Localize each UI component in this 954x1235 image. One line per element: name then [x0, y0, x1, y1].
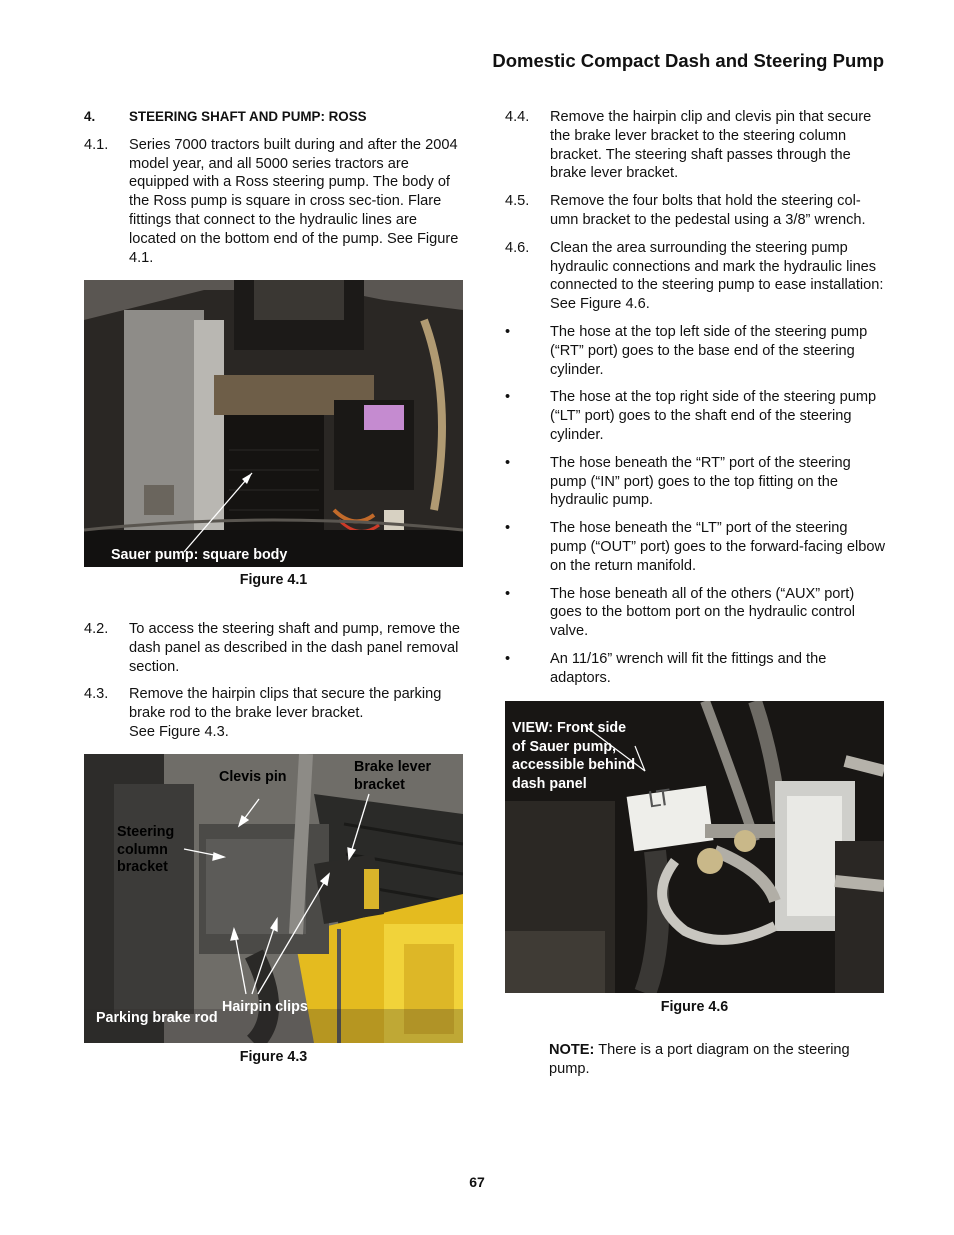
bullet-text: An 11/16” wrench will fit the fittings and the adaptors. [550, 650, 827, 686]
step-number: 4.4. [505, 109, 530, 125]
bullet-text: The hose at the top right side of the steering pump (“LT” port) goes to the shaft end of the steering cylinder. [550, 389, 877, 443]
left-column-lower [84, 620, 466, 751]
bullet-glyph: • [505, 585, 511, 602]
step-number: 4.3. [84, 686, 109, 703]
step-text: Remove the hairpin clip and clevis pin that secure the brake lever bracket to the steering column bracket. The steering shaft passes through the brake lever bracket. [550, 109, 872, 182]
figure-4-1-photo [84, 280, 463, 567]
figure-4-3-caption: Figure 4.3 [239, 1049, 308, 1065]
step-number: 4.5. [505, 193, 530, 210]
step-text: Remove the hairpin clips that secure the parking brake rod to the brake lever bracket. See Figure 4.3. [129, 686, 442, 740]
page-title: Domestic Compact Dash and Steering Pump [492, 50, 884, 71]
figure-4-1-label: Sauer pump: square body [111, 547, 288, 563]
step-text: Remove the four bolts that hold the steering col-umn bracket to the pedestal using a 3/8” wrench. [550, 193, 866, 228]
bullet-text: The hose beneath all of the others (“AUX” port) goes to the bottom port on the hydraulic control valve. [550, 585, 856, 640]
hairpin-clips-label: Hairpin clips [222, 999, 308, 1015]
bullet-glyph: • [505, 520, 511, 537]
brake-lever-bracket-label: Brake lever bracket [354, 759, 432, 793]
step-item [84, 136, 466, 268]
bullet-glyph: • [505, 389, 511, 406]
bullet-item [505, 454, 887, 510]
step-item [84, 685, 466, 741]
step-text: Series 7000 tractors built during and after the 2004 model year, and all 5000 series tractors are equipped with a Ross steering pump. The body of the Ross pump is square in cross sec-tion. Flare fittings that connect to the hydraulic lines are located on the bottom end of the pump. See Figure 4.1. [129, 136, 459, 266]
section-title: STEERING SHAFT AND PUMP: ROSS [129, 109, 367, 124]
lt-handwritten-mark: LT [646, 785, 673, 814]
bullet-item [505, 585, 887, 641]
step-item [505, 239, 887, 314]
parking-brake-rod-label: Parking brake rod [96, 1010, 218, 1026]
step-number: 4.1. [84, 136, 109, 153]
bullet-text: The hose at the top left side of the steering pump (“RT” port) goes to the base end of the steering cylinder. [550, 323, 868, 378]
step-text: Clean the area surrounding the steering pump hydraulic connections and mark the hydraulic lines connected to the steering pump to ease installation: See Figure 4.6. [550, 239, 884, 313]
figure-4-6-photo [505, 701, 884, 993]
section-number: 4. [84, 109, 96, 124]
step-number: 4.2. [84, 621, 109, 637]
figure-4-6-view-label: VIEW: Front side of Sauer pump, accessible behind dash panel [512, 720, 636, 792]
step-text: To access the steering shaft and pump, remove the dash panel as described in the dash panel removal section. [129, 621, 460, 675]
section-heading [84, 108, 466, 127]
bullet-glyph: • [505, 650, 511, 667]
step-item [505, 108, 887, 183]
right-column [505, 108, 887, 697]
bullet-item [505, 650, 887, 688]
note-label: NOTE: [549, 1042, 595, 1058]
step-item [84, 620, 466, 676]
step-item [505, 192, 887, 230]
page-number: 67 [469, 1174, 485, 1190]
bullet-text: The hose beneath the “RT” port of the steering pump (“IN” port) goes to the top fitting on the hydraulic pump. [550, 454, 851, 509]
figure-4-1-caption: Figure 4.1 [239, 572, 308, 588]
steering-column-bracket-label: Steering column bracket [117, 824, 175, 875]
figure-4-6-caption: Figure 4.6 [660, 999, 729, 1015]
note [549, 1041, 889, 1079]
note-text: There is a port diagram on the steering pump. [549, 1042, 850, 1077]
figure-4-3-photo [84, 754, 463, 1043]
clevis-pin-label: Clevis pin [219, 769, 287, 785]
bullet-glyph: • [505, 454, 511, 471]
left-column [84, 108, 466, 276]
bullet-item [505, 519, 887, 575]
bullet-item [505, 323, 887, 379]
step-number: 4.6. [505, 239, 530, 256]
bullet-text: The hose beneath the “LT” port of the steering pump (“OUT” port) goes to the forward-facing elbow on the return manifold. [550, 520, 885, 574]
bullet-glyph: • [505, 323, 511, 340]
bullet-item [505, 388, 887, 444]
